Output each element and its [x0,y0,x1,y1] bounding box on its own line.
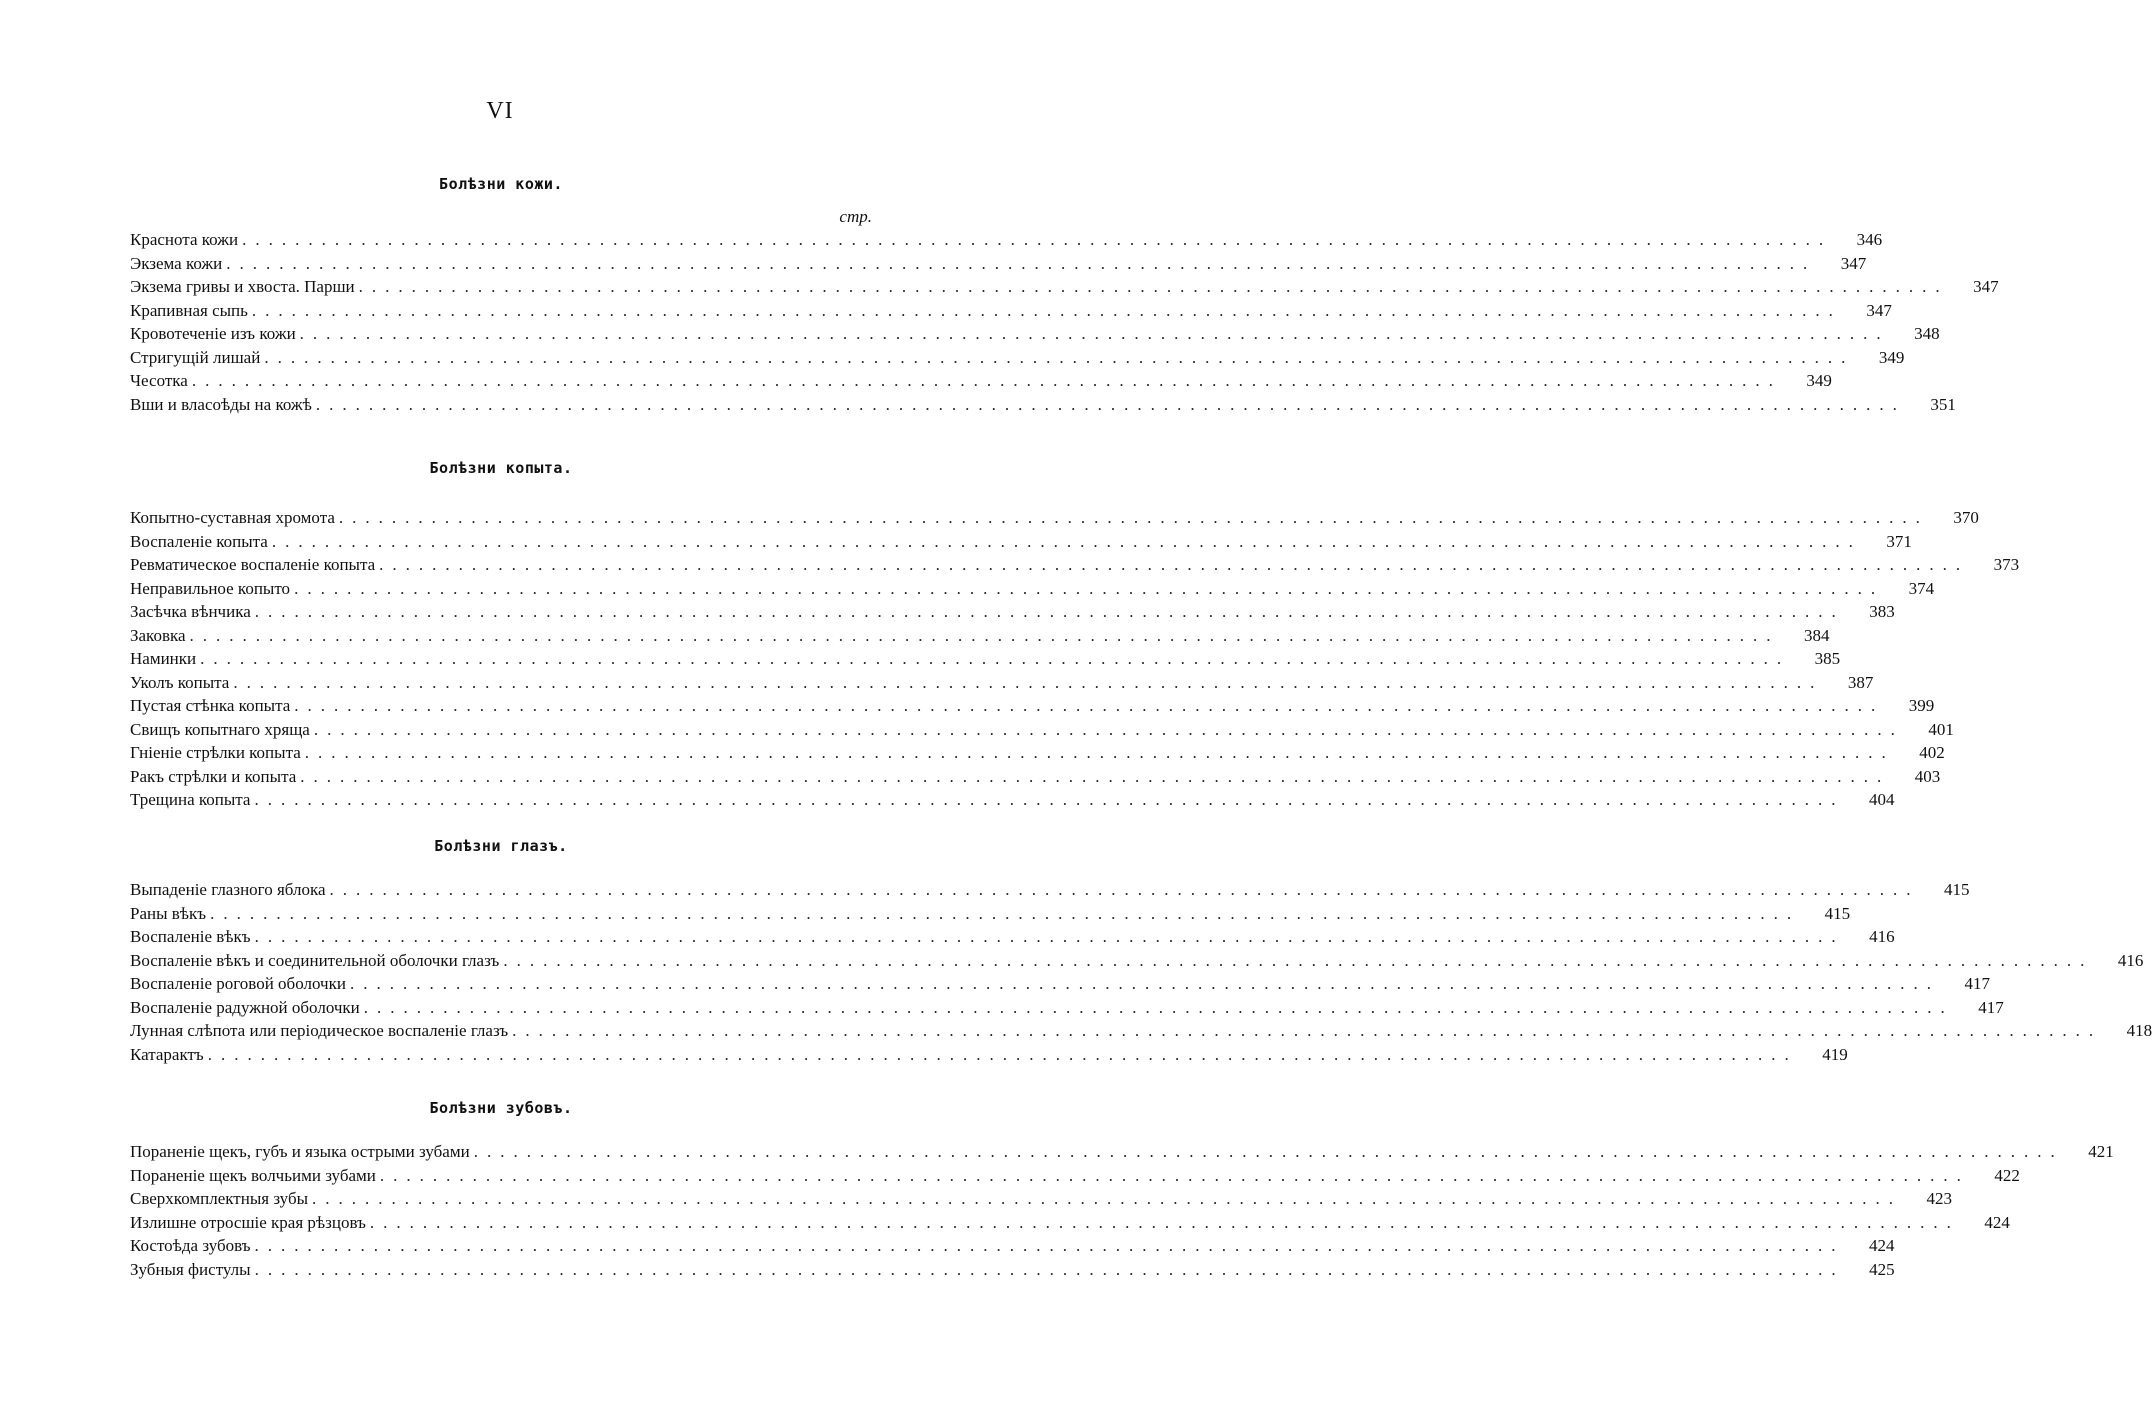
toc-entry [130,369,1832,393]
section-eye-diseases [130,834,2152,1066]
entry-page-number: 370 [1953,508,1979,527]
toc-entry [130,393,1956,417]
entry-title: Экзема гривы и хвоста. Парши [130,277,355,296]
toc-entry [130,228,1883,252]
entry-title: Ревматическое воспаленіе копыта [130,555,376,574]
entry-title: Уколъ копыта [130,672,230,692]
entry-page-number: 424 [1984,1212,2010,1232]
toc-entry [130,788,1895,812]
toc-entry [130,1258,1895,1282]
dot-leader: ........................................................................................................................ [191,371,1782,390]
entry-page-number: 401 [1928,719,1954,739]
toc-entry [130,671,1874,695]
entry-page-number: 347 [1840,253,1867,273]
dot-leader: ........................................................................................................................ [313,719,1904,739]
dot-leader: ........................................................................................................................ [254,602,1845,621]
entry-list [130,878,2152,1066]
entry-title: Воспаленіе роговой оболочки [130,974,346,993]
toc-entry [130,1019,2152,1043]
toc-entry [130,996,2004,1020]
toc-entry [130,1140,2114,1164]
page-number: VI [486,98,514,124]
entry-title: Воспаленіе радужной оболочки [130,997,360,1017]
toc-entry [130,1234,1895,1258]
dot-leader: ........................................................................................................................ [294,578,1885,598]
toc-entry [130,1164,2020,1188]
dot-leader: ........................................................................................................................ [349,974,1940,993]
entry-page-number: 346 [1856,230,1883,249]
dot-leader: ........................................................................................................................ [300,766,1891,786]
entry-page-number: 383 [1869,602,1895,621]
toc-entry [130,902,1851,926]
entry-title: Воспаленіе вѣкъ и соединительной оболочки глазъ [130,950,500,970]
section-title: Болѣзни кожи. [439,175,563,193]
section-hoof-diseases [130,456,2020,812]
toc-entry [130,765,1941,789]
dot-leader: ........................................................................................................................ [226,253,1817,273]
dot-leader: ........................................................................................................................ [254,790,1845,809]
dot-leader: ........................................................................................................................ [512,1021,2103,1040]
dot-leader: ........................................................................................................................ [338,508,1929,527]
entry-page-number: 371 [1886,531,1912,551]
entry-title: Пораненіе щекъ, губъ и языка острыми зубами [130,1142,470,1161]
toc-entry [130,553,2020,577]
toc-entry [130,275,1999,299]
entry-page-number: 419 [1822,1044,1848,1064]
entry-title: Ракъ стрѣлки и копыта [130,766,297,786]
entry-page-number: 387 [1847,672,1874,692]
entry-page-number: 424 [1869,1236,1895,1255]
dot-leader: ........................................................................................................................ [254,927,1845,946]
entry-title: Заковка [130,625,186,645]
entry-title: Пустая стѣнка копыта [130,696,291,715]
entry-title: Излишне отросшіе края рѣзцовъ [130,1212,366,1232]
toc-entry [130,506,1979,530]
entry-page-number: 421 [2088,1142,2114,1161]
toc-entry [130,252,1867,276]
entry-page-number: 347 [1866,300,1892,320]
entry-title: Сверхкомплектныя зубы [130,1189,309,1208]
toc-entry [130,1187,1953,1211]
dot-leader: ........................................................................................................................ [294,696,1885,715]
entry-page-number: 347 [1973,277,1999,296]
entry-page-number: 351 [1930,394,1956,414]
entry-title: Неправильное копыто [130,578,291,598]
entry-list [130,228,1999,416]
entry-title: Трещина копыта [130,790,251,809]
entry-page-number: 385 [1814,649,1841,668]
toc-entry [130,299,1892,323]
dot-leader: ........................................................................................................................ [363,997,1954,1017]
dot-leader: ........................................................................................................................ [304,743,1895,762]
entry-page-number: 349 [1878,347,1905,367]
dot-leader: ........................................................................................................................ [503,950,2094,970]
dot-leader: ........................................................................................................................ [251,300,1842,320]
toc-entry [130,577,1935,601]
entry-page-number: 374 [1908,578,1935,598]
entry-page-number: 417 [1964,974,1990,993]
entry-page-number: 348 [1914,324,1940,343]
section-teeth-diseases [130,1096,2114,1281]
entry-page-number: 416 [2117,950,2144,970]
entry-title: Костоѣда зубовъ [130,1236,251,1255]
entry-title: Чесотка [130,371,188,390]
entry-title: Стригущій лишай [130,347,261,367]
dot-leader: ........................................................................................................................ [379,1165,1970,1185]
dot-leader: ........................................................................................................................ [379,555,1970,574]
dot-leader: ........................................................................................................................ [271,531,1862,551]
entry-title: Воспаленіе вѣкъ [130,927,251,946]
entry-title: Зубныя фистулы [130,1259,251,1279]
section-title: Болѣзни копыта. [429,459,573,477]
entry-page-number: 404 [1868,790,1895,809]
entry-title: Кровотеченіе изъ кожи [130,324,296,343]
entry-title: Пораненіе щекъ волчьими зубами [130,1165,376,1185]
toc-entry [130,718,1954,742]
entry-title: Экзема кожи [130,253,223,273]
toc-entry [130,346,1905,370]
toc-entry [130,1211,2010,1235]
dot-leader: ........................................................................................................................ [254,1259,1845,1279]
toc-entry [130,1043,1848,1067]
dot-leader: ........................................................................................................................ [242,230,1833,249]
entry-title: Катарактъ [130,1044,204,1064]
entry-title: Гніеніе стрѣлки копыта [130,743,301,762]
dot-leader: ........................................................................................................................ [200,649,1791,668]
dot-leader: ........................................................................................................................ [233,672,1824,692]
entry-page-number: 417 [1978,997,2004,1017]
entry-title: Свищъ копытнаго хряща [130,719,310,739]
dot-leader: ........................................................................................................................ [189,625,1780,645]
toc-entry [130,647,1841,671]
dot-leader: ........................................................................................................................ [207,1044,1798,1064]
toc-entry [130,600,1895,624]
dot-leader: ........................................................................................................................ [315,394,1906,414]
dot-leader: ........................................................................................................................ [210,903,1801,923]
dot-leader: ........................................................................................................................ [264,347,1855,367]
toc-entry [130,624,1830,648]
section-skin-diseases [130,172,1999,416]
toc-entry [130,878,1970,902]
entry-title: Краснота кожи [130,230,239,249]
entry-title: Засѣчка вѣнчика [130,602,251,621]
entry-title: Копытно-суставная хромота [130,508,335,527]
entry-page-number: 402 [1919,743,1945,762]
dot-leader: ........................................................................................................................ [358,277,1949,296]
entry-list [130,1140,2114,1281]
entry-page-number: 416 [1869,927,1895,946]
entry-page-number: 384 [1804,625,1830,645]
entry-title: Воспаленіе копыта [130,531,268,551]
entry-title: Вши и власоѣды на кожѣ [130,394,312,414]
entry-page-number: 422 [1994,1165,2020,1185]
entry-page-number: 415 [1944,880,1970,899]
toc-entry [130,322,1940,346]
toc-entry [130,925,1895,949]
entry-title: Лунная слѣпота или періодическое воспаленіе глазъ [130,1021,509,1040]
toc-entry [130,530,1912,554]
page-column-label: стр. [839,207,872,226]
entry-page-number: 418 [2126,1021,2152,1040]
toc-entry [130,972,1990,996]
entry-page-number: 399 [1908,696,1935,715]
dot-leader: ........................................................................................................................ [329,880,1920,899]
entry-title: Раны вѣкъ [130,903,207,923]
dot-leader: ........................................................................................................................ [473,1142,2064,1161]
entry-page-number: 425 [1869,1259,1895,1279]
toc-entry [130,741,1945,765]
entry-page-number: 423 [1926,1189,1953,1208]
entry-title: Крапивная сыпь [130,300,248,320]
entry-page-number: 403 [1914,766,1941,786]
entry-page-number: 349 [1806,371,1832,390]
entry-title: Наминки [130,649,197,668]
section-title: Болѣзни зубовъ. [429,1099,573,1117]
entry-list [130,506,2020,812]
toc-entry [130,694,1935,718]
entry-page-number: 415 [1824,903,1851,923]
dot-leader: ........................................................................................................................ [369,1212,1960,1232]
toc-entry [130,949,2144,973]
section-title: Болѣзни глазъ. [434,837,568,855]
entry-page-number: 373 [1993,555,2020,574]
dot-leader: ........................................................................................................................ [299,324,1890,343]
entry-title: Выпаденіе глазного яблока [130,880,326,899]
dot-leader: ........................................................................................................................ [312,1189,1903,1208]
dot-leader: ........................................................................................................................ [254,1236,1845,1255]
